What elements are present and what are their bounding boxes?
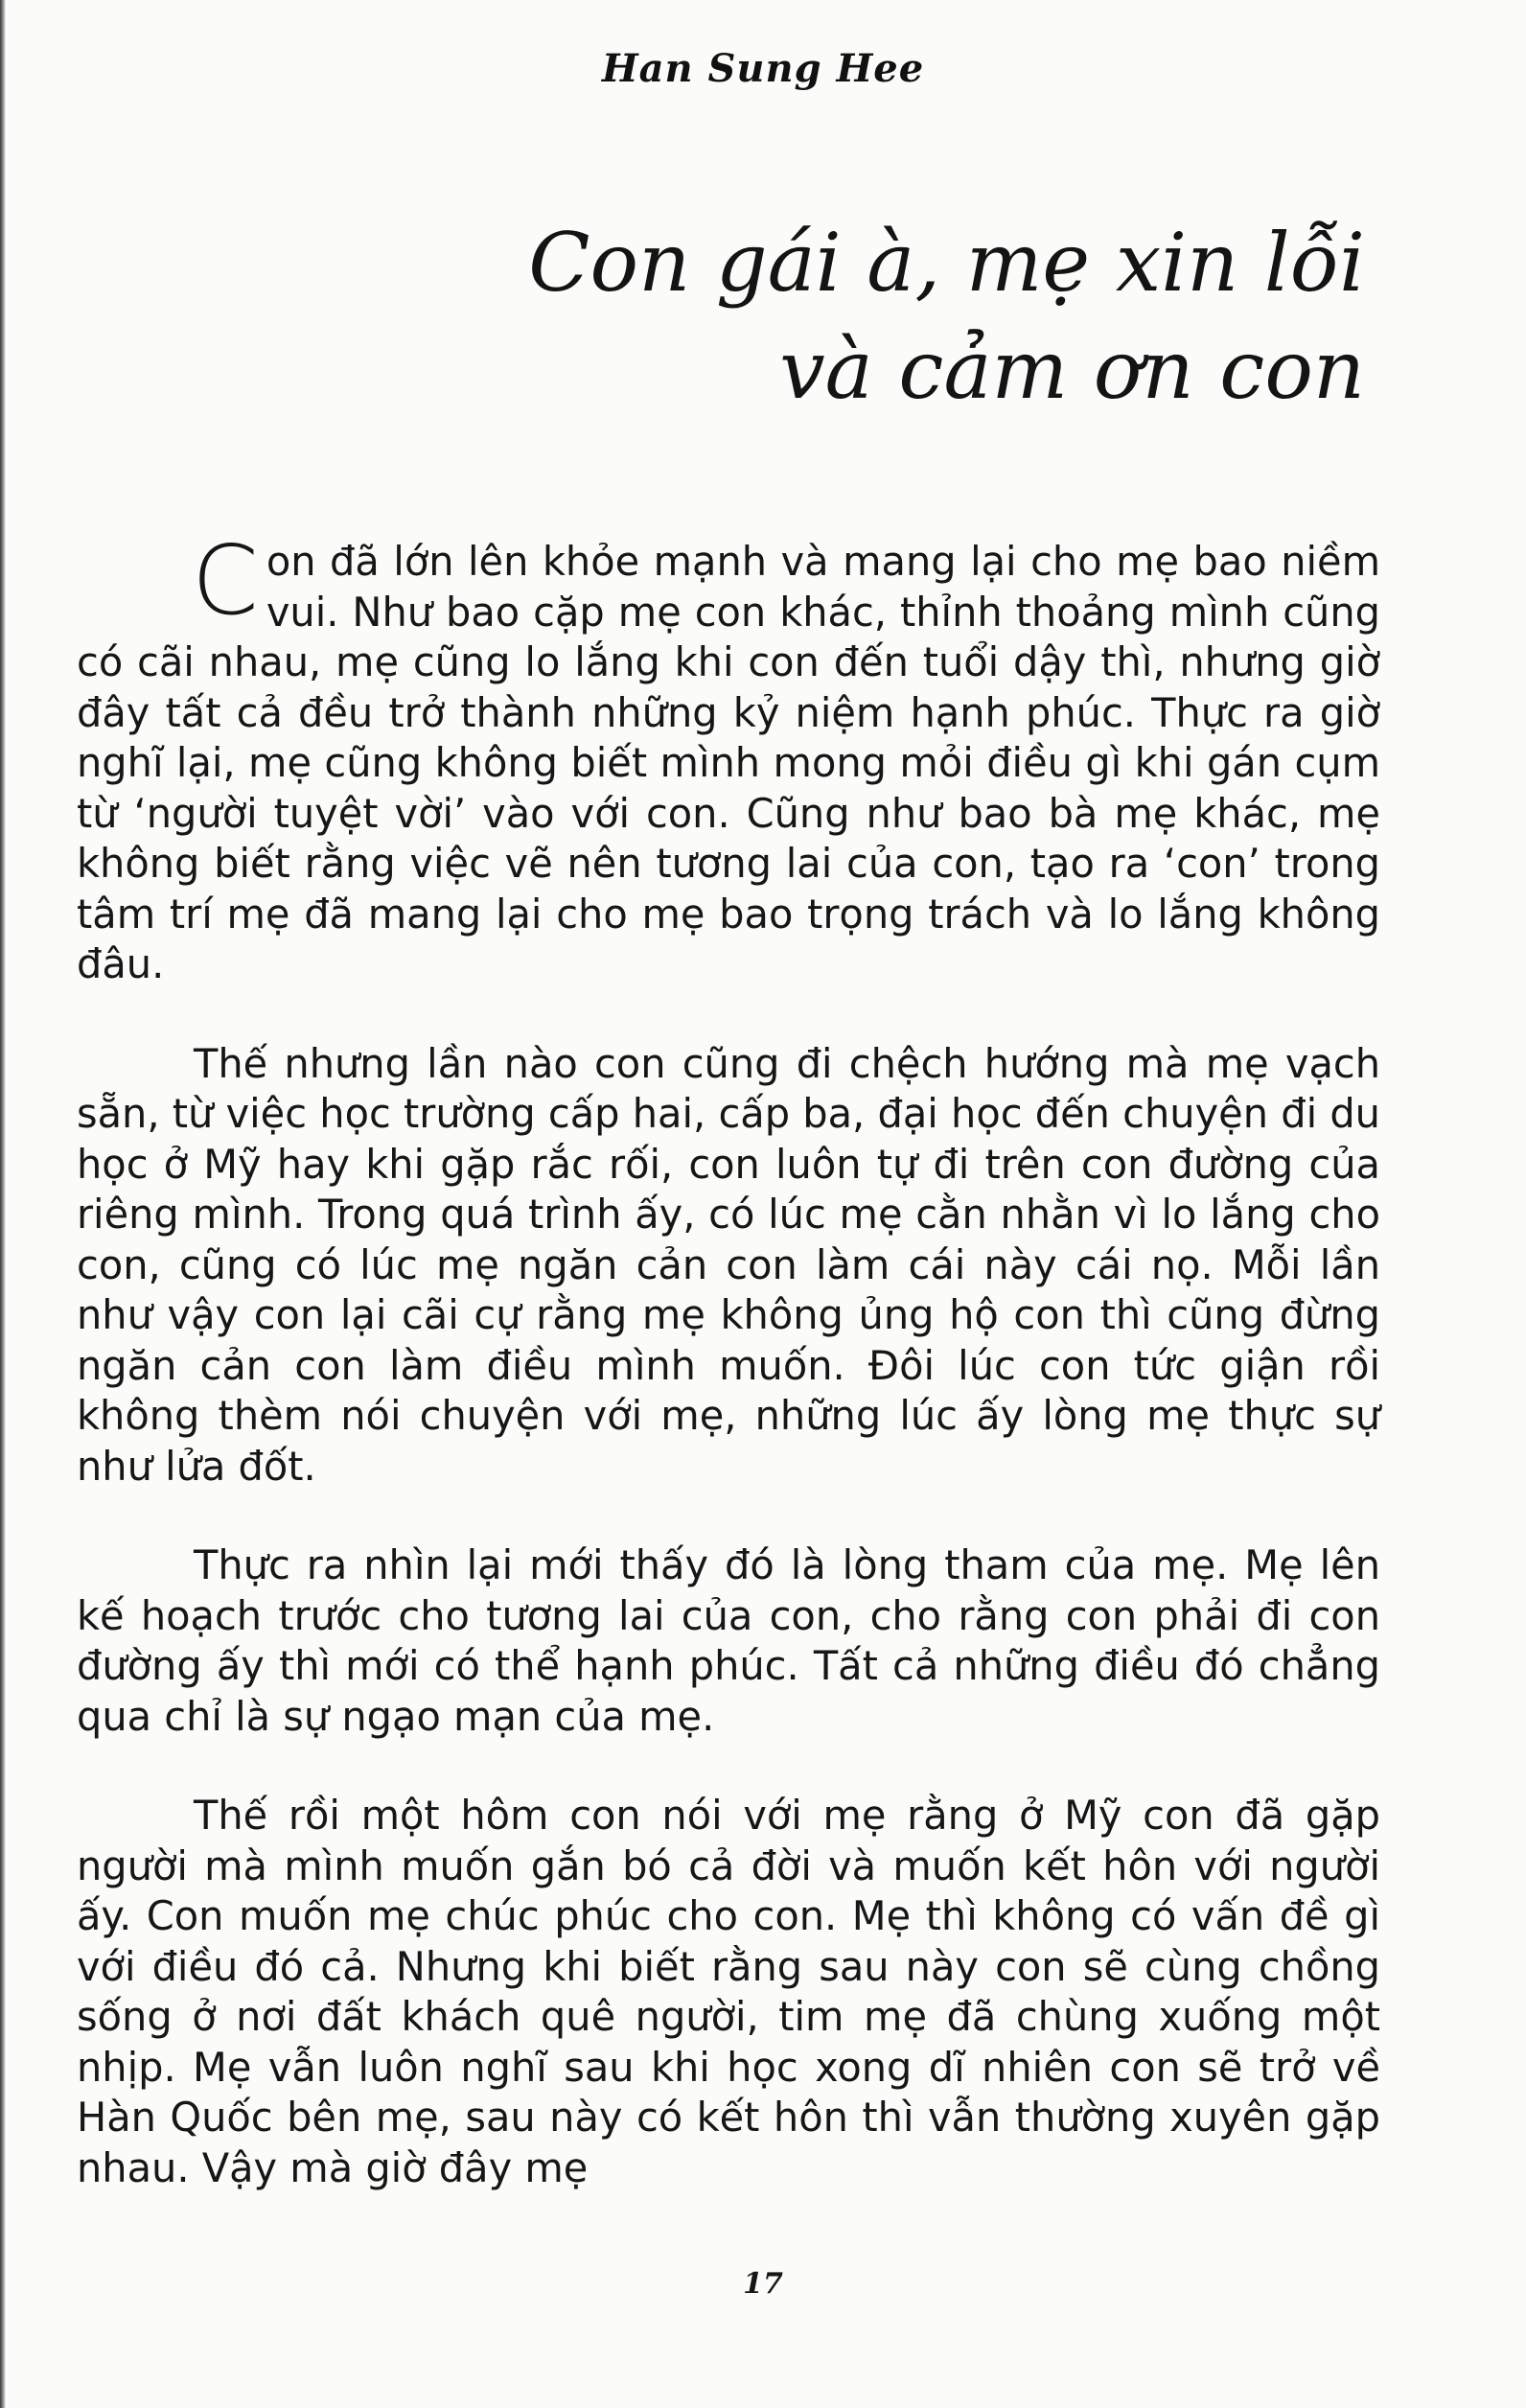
drop-cap: C — [192, 524, 259, 637]
page-edge — [0, 0, 6, 2408]
chapter-title-line-1: Con gái à, mẹ xin lỗi — [528, 216, 1365, 310]
paragraph-3: Thực ra nhìn lại mới thấy đó là lòng tham của mẹ. Mẹ lên kế hoạch trước cho tương lai của con, cho rằng con phải đi con đường ấy thì mới có thể hạnh phúc. Tất cả những điều đó chẳng qua chỉ là sự ngạo mạn của mẹ. — [77, 1541, 1380, 1740]
running-head-author: Han Sung Hee — [601, 46, 925, 91]
paragraph-2: Thế nhưng lần nào con cũng đi chệch hướng mà mẹ vạch sẵn, từ việc học trường cấp hai, cấp ba, đại học đến chuyện đi du học ở Mỹ hay khi gặp rắc rối, con luôn tự đi trên con đường của riêng mình. Trong quá trình ấy, có lúc mẹ cằn nhằn vì lo lắng cho con, cũng có lúc mẹ ngăn cản con làm cái này cái nọ. Mỗi lần như vậy con lại cãi cự rằng mẹ không ủng hộ con thì cũng đừng ngăn cản con làm điều mình muốn. Đôi lúc con tức giận rồi không thèm nói chuyện với mẹ, những lúc ấy lòng mẹ thực sự như lửa đốt. — [77, 1039, 1380, 1490]
paragraph-1-text: on đã lớn lên khỏe mạnh và mang lại cho mẹ bao niềm vui. Như bao cặp mẹ con khác, thỉnh thoảng mình cũng có cãi nhau, mẹ cũng lo lắng khi con đến tuổi dậy thì, nhưng giờ đây tất cả đều trở thành những kỷ niệm hạnh phúc. Thực ra giờ nghĩ lại, mẹ cũng không biết mình mong mỏi điều gì khi gán cụm từ ‘người tuyệt vời’ vào với con. Cũng như bao bà mẹ khác, mẹ không biết rằng việc vẽ nên tương lai của con, tạo ra ‘con’ trong tâm trí mẹ đã mang lại cho mẹ bao trọng trách và lo lắng không đâu. — [77, 538, 1380, 987]
body-text — [77, 524, 1380, 2242]
paragraph-4: Thế rồi một hôm con nói với mẹ rằng ở Mỹ con đã gặp người mà mình muốn gắn bó cả đời và muốn kết hôn với người ấy. Con muốn mẹ chúc phúc cho con. Mẹ thì không có vấn đề gì với điều đó cả. Nhưng khi biết rằng sau này con sẽ cùng chồng sống ở nơi đất khách quê người, tim mẹ đã chùng xuống một nhịp. Mẹ vẫn luôn nghĩ sau khi học xong dĩ nhiên con sẽ trở về Hàn Quốc bên mẹ, sau này có kết hôn thì vẫn thường xuyên gặp nhau. Vậy mà giờ đây mẹ — [77, 1792, 1380, 2191]
chapter-title — [406, 209, 1365, 424]
page-number: 17 — [743, 2267, 783, 2301]
paragraph-1 — [77, 524, 1380, 990]
chapter-title-line-2: và cảm ơn con — [779, 323, 1365, 417]
